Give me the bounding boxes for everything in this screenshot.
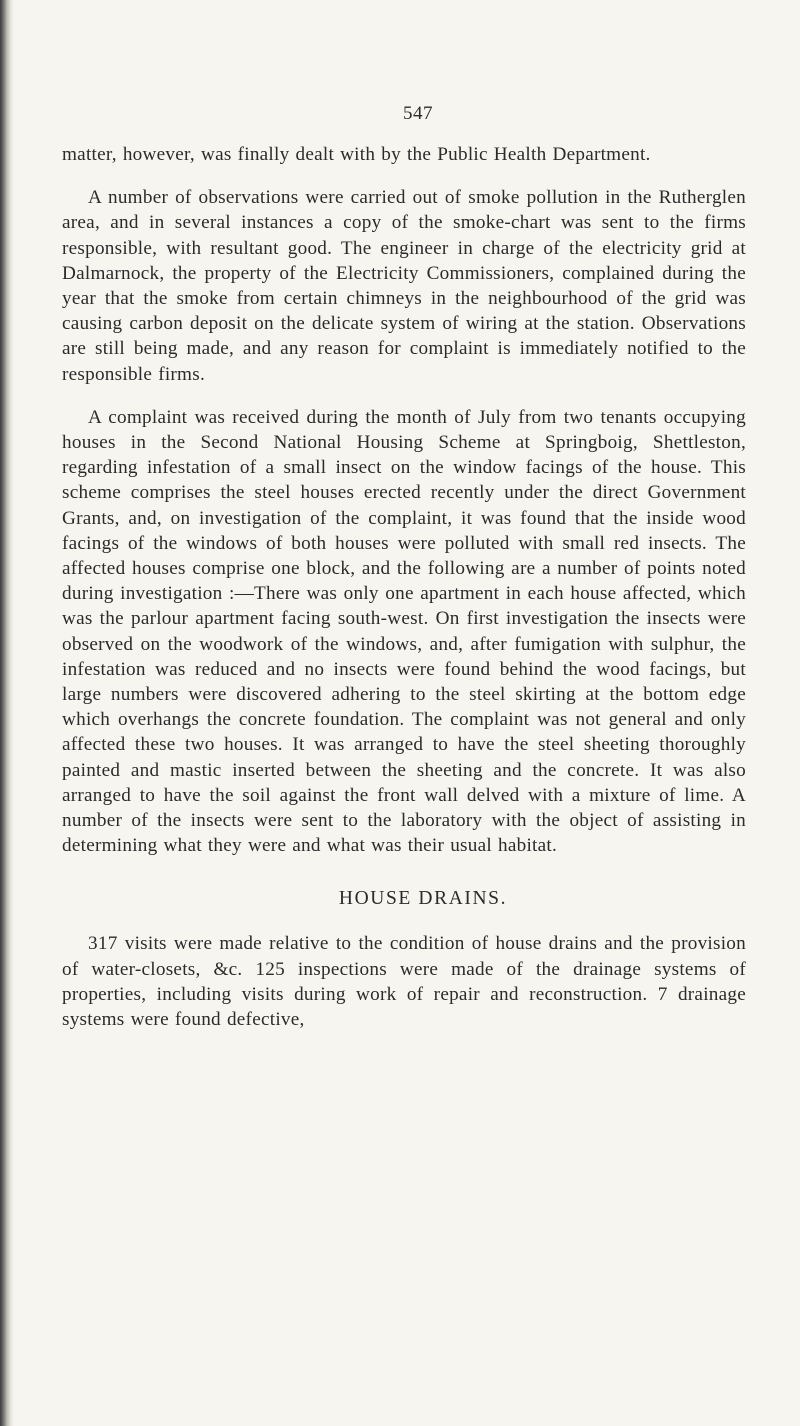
page-body bbox=[62, 142, 746, 1032]
page-binding-edge bbox=[0, 0, 14, 1426]
paragraph-smoke-pollution: A number of observations were carried out of smoke pollution in the Rutherglen area, and in several instances a copy of the smoke-chart was sent to the firms responsible, with resultant good. The engineer in charge of the electricity grid at Dalmarnock, the property of the Electricity Commissioners, complained during the year that the smoke from certain chimneys in the neighbourhood of the grid was causing carbon deposit on the delicate system of wiring at the station. Observations are still being made, and any reason for complaint is immediately notified to the responsible firms. bbox=[62, 187, 746, 385]
paragraph-house-drains: 317 visits were made relative to the condition of house drains and the provision of water-closets, &c. 125 inspections were made of the drainage systems of properties, including visits during work of repair and reconstruction. 7 drainage systems were found defective, bbox=[62, 933, 746, 1031]
page-number: 547 bbox=[403, 103, 433, 124]
paragraph-insect-infestation: A complaint was received during the month of July from two tenants occupying houses in the Second National Housing Scheme at Springboig, Shettleston, regarding infestation of a small insect on the window facings of the house. This scheme comprises the steel houses erected recently under the direct Government Grants, and, on investigation of the complaint, it was found that the inside wood facings of the windows of both houses were polluted with small red insects. The affected houses comprise one block, and the following are a number of points noted during investigation :—There was only one apartment in each house affected, which was the parlour apartment facing south-west. On first investigation the insects were observed on the woodwork of the windows, and, after fumigation with sulphur, the infestation was reduced and no insects were found behind the wood facings, but large numbers were discovered adhering to the steel skirting at the bottom edge which overhangs the concrete foundation. The complaint was not general and only affected these two houses. It was arranged to have the steel sheeting thoroughly painted and mastic inserted between the sheeting and the concrete. It was also arranged to have the soil against the front wall delved with a mixture of lime. A number of the insects were sent to the laboratory with the object of assisting in determining what they were and what was their usual habitat. bbox=[62, 406, 746, 857]
paragraph-continuation: matter, however, was finally dealt with by the Public Health Department. bbox=[62, 144, 651, 165]
section-heading-house-drains: HOUSE DRAINS. bbox=[338, 888, 508, 910]
